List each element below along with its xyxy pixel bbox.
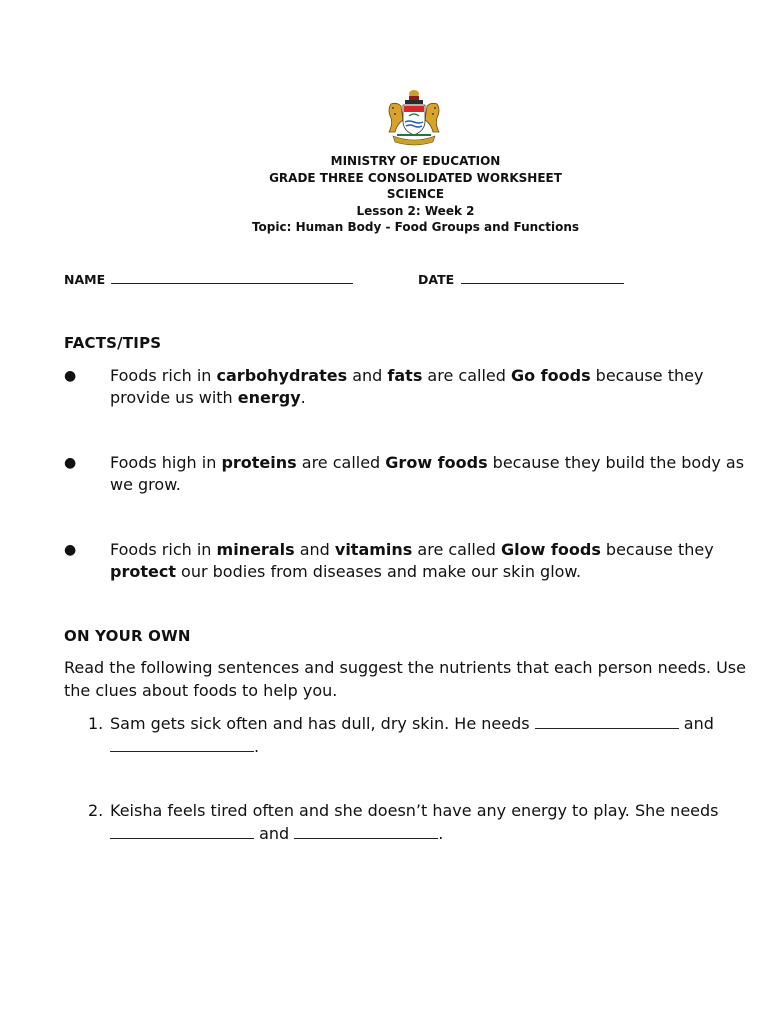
fact-text-part: and [294, 540, 335, 559]
fact-text-part: Foods rich in [110, 540, 217, 559]
fact-text-part: . [300, 388, 306, 407]
answer-blank[interactable] [110, 824, 254, 839]
answer-blank[interactable] [110, 737, 254, 752]
fact-text-part: are called [412, 540, 501, 559]
fact-bold-term: energy [237, 388, 301, 407]
fact-bold-term: protect [110, 562, 176, 581]
question-text [110, 712, 764, 758]
fact-bold-term: vitamins [334, 540, 413, 559]
subject-title: SCIENCE [386, 187, 445, 202]
answer-blank[interactable] [294, 824, 438, 839]
fact-bold-term: minerals [216, 540, 295, 559]
fact-bold-term: Grow foods [385, 453, 488, 472]
ministry-title: MINISTRY OF EDUCATION [330, 154, 501, 168]
fact-bold-term: Go foods [510, 366, 591, 385]
answer-blank[interactable] [535, 714, 679, 729]
question-text-part: and [254, 824, 295, 843]
question-text-part: Keisha feels tired often and she doesn’t have any energy to play. She needs [110, 801, 719, 820]
bullet-icon: ● [64, 455, 77, 471]
question-number: 2. [88, 801, 104, 820]
instructions-text: Read the following sentences and suggest the nutrients that each person needs. Use the clues about foods to help you. [64, 658, 746, 700]
fact-text-part: Foods high in [110, 453, 222, 472]
fact-bold-term: carbohydrates [216, 366, 348, 385]
bullet-icon: ● [64, 542, 77, 558]
fact-bold-term: fats [387, 366, 423, 385]
fact-bold-term: proteins [221, 453, 297, 472]
question-text-part: Sam gets sick often and has dull, dry skin. He needs [110, 714, 535, 733]
date-field [418, 272, 624, 287]
date-blank[interactable] [461, 272, 624, 284]
worksheet-title: GRADE THREE CONSOLIDATED WORKSHEET [269, 170, 562, 185]
name-blank[interactable] [111, 272, 353, 284]
fact-text [110, 539, 764, 583]
question-text-part: and [678, 714, 714, 733]
fact-text-part: Foods rich in [110, 366, 217, 385]
fact-bold-term: Glow foods [500, 540, 601, 559]
lesson-title: Lesson 2: Week 2 [356, 203, 475, 218]
worksheet-header [0, 153, 768, 236]
fact-text [110, 452, 764, 496]
coat-of-arms-icon [383, 88, 445, 146]
coat-of-arms-logo [383, 88, 445, 146]
question-text-part: . [438, 824, 444, 843]
question-text [110, 799, 764, 845]
on-your-own-heading: ON YOUR OWN [64, 627, 191, 645]
facts-heading: FACTS/TIPS [64, 334, 162, 352]
fact-text-part: and [347, 366, 388, 385]
topic-title: Topic: Human Body - Food Groups and Functions [251, 220, 580, 235]
fact-text-part: are called [296, 453, 386, 472]
fact-text-part: are called [422, 366, 511, 385]
fact-text-part: our bodies from diseases and make our skin glow. [175, 562, 582, 581]
question-number: 1. [88, 714, 104, 733]
name-label: NAME [64, 272, 106, 287]
fact-text-part: because they build the body as we grow. [110, 453, 745, 494]
question-text-part: . [254, 737, 260, 756]
fact-text-part: because they [600, 540, 714, 559]
fact-text [110, 365, 764, 409]
fact-text-part: because they provide us with [110, 366, 704, 407]
name-field [64, 272, 353, 287]
date-label: DATE [418, 272, 455, 287]
bullet-icon: ● [64, 368, 77, 384]
